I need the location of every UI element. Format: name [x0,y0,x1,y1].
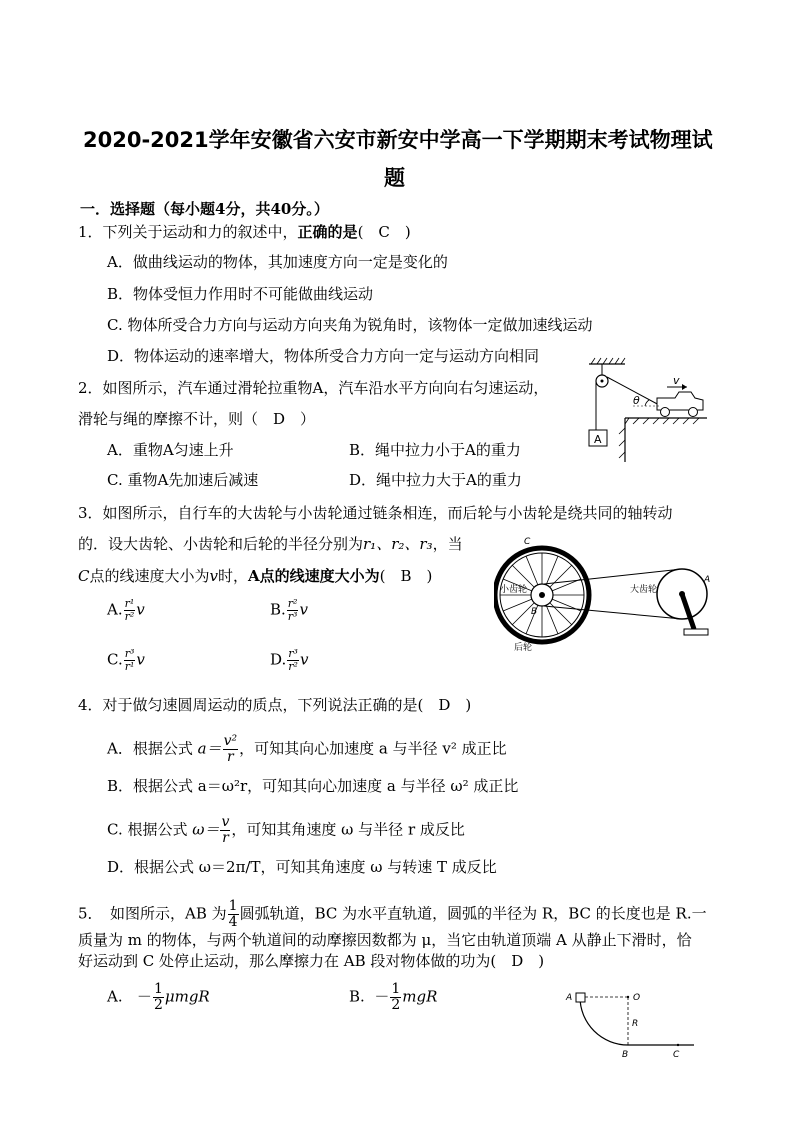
q1-answer: ( C ) [357,223,411,241]
q5-fig-b: B [622,1050,629,1060]
q5-option-b [349,982,437,1013]
q3-option-a-den: r² [124,610,135,623]
q5-option-b-label: B. [349,987,365,1006]
q4-option-a [107,734,507,765]
q3-stem-text-c: 点的线速度大小为 [89,567,210,585]
q3-radii: r₁、r₂、r₃ [363,535,433,553]
q3-option-d-den: r² [288,660,298,673]
q4-option-c-post: ，可知其角速度 ω 与半径 r 成反比 [231,820,465,839]
page-title: 2020-2021学年安徽省六安市新安中学高一下学期期末考试物理试 [83,128,713,152]
q5-fig-o: O [633,993,641,1003]
q3-fig-big-gear: 大齿轮 [630,585,658,595]
q2-option-a: A．重物A匀速上升 [107,441,234,459]
question-5-stem-cont: 质量为 m 的物体，与两个轨道间的动摩擦因数都为 μ，当它由轨道顶端 A 从静止下滑时，恰 [78,931,692,949]
q4-option-c-num: v [221,814,230,830]
q1-stem-text: 1．下列关于运动和力的叙述中， [78,223,298,241]
q3-fig-c: C [524,537,531,547]
q3-option-c-num: r³ [124,647,135,660]
q3-option-c [107,648,145,673]
q2-option-c: C. 重物A先加速后减速 [107,471,259,489]
q4-option-c-formula: ω＝ [192,820,220,839]
q3-option-a-num: r¹ [124,597,135,610]
q2-velocity-label: v [673,374,680,387]
q5-frac-den: 4 [228,914,238,930]
q5-option-b-sign: － [374,987,390,1006]
q3-stem-text-b: ，当 [432,535,463,553]
q5-option-a-den: 2 [153,997,163,1013]
q1-option-a: A．做曲线运动的物体，其加速度方向一定是变化的 [107,253,448,271]
q3-option-d-num: r³ [288,647,298,660]
q4-option-a-formula: a＝ [197,739,222,758]
q5-fig-r: R [632,1019,639,1029]
question-1-stem [78,222,411,242]
q3-option-a-label: A. [107,600,123,619]
q3-bicycle-gear-figure [494,533,716,653]
question-4-stem: 4．对于做匀速圆周运动的质点，下列说法正确的是( D ) [78,696,472,714]
q3-option-d-var: v [299,650,309,669]
q3-fig-rear-wheel: 后轮 [514,643,533,653]
q3-option-a-var: v [136,600,145,619]
q5-option-b-den: 2 [391,997,401,1013]
q5-track-figure [560,985,700,1065]
q1-option-c: C. 物体所受合力方向与运动方向夹角为锐角时，该物体一定做加速线运动 [107,316,593,334]
page-title-continued: 题 [384,166,405,190]
q1-stem-bold: 正确的是 [297,223,358,241]
q2-option-d: D．绳中拉力大于A的重力 [349,471,522,489]
q5-option-a-label: A. [107,987,123,1006]
q3-fig-b: B [531,607,538,617]
q3-point-c: C [78,567,90,585]
q3-option-b-den: r³ [287,610,298,623]
q4-option-b: B．根据公式 a＝ω²r，可知其向心加速度 a 与半径 ω² 成正比 [107,777,519,795]
q3-option-b [270,598,308,623]
q5-stem-a: 5． 如图所示，AB 为 [78,904,227,923]
q3-option-c-label: C. [107,650,123,669]
q3-option-c-den: r¹ [124,660,135,673]
q5-fig-a: A [566,993,573,1003]
q3-option-a [107,598,145,623]
q3-fig-a: A [704,575,711,585]
question-5-stem-cont2: 好运动到 C 处停止运动，那么摩擦力在 AB 段对物体做的功为( D ) [78,952,545,970]
q2-theta-label: θ [633,394,640,407]
q3-v: v [209,567,218,585]
q5-option-b-num: 1 [391,981,401,997]
q4-option-a-den: r [226,749,234,765]
q5-option-a-num: 1 [153,981,163,997]
q1-option-b: B．物体受恒力作用时不可能做曲线运动 [107,285,374,303]
q3-answer: ( B ) [379,567,433,585]
q3-option-b-label: B. [270,600,286,619]
q3-option-b-var: v [299,600,308,619]
q5-option-b-expr: mgR [402,987,438,1006]
q4-option-a-post: ，可知其向心加速度 a 与半径 v² 成正比 [239,739,507,758]
q3-stem-bold: A点的线速度大小为 [248,567,380,585]
q5-option-a-expr: μmgR [164,987,210,1006]
question-2-stem-cont: 滑轮与绳的摩擦不计，则（ D ） [78,410,316,428]
q3-stem-text: 的．设大齿轮、小齿轮和后轮的半径分别为 [78,535,364,553]
q4-option-a-num: v² [223,733,238,749]
section-heading: 一．选择题（每小题4分，共40分。） [80,200,329,218]
question-3-stem-cont [78,534,463,554]
q5-frac-num: 1 [228,898,238,914]
q3-stem-text-d: 时， [217,567,248,585]
q1-option-d: D．物体运动的速率增大，物体所受合力方向一定与运动方向相同 [107,347,540,365]
question-3-stem: 3．如图所示，自行车的大齿轮与小齿轮通过链条相连，而后轮与小齿轮是绕共同的轴转动 [78,504,673,522]
q2-option-b: B．绳中拉力小于A的重力 [349,441,521,459]
q4-option-c [107,815,465,846]
q3-option-b-num: r² [287,597,298,610]
q4-option-d: D．根据公式 ω＝2π/T，可知其角速度 ω 与转速 T 成反比 [107,858,497,876]
q2-pulley-car-figure [583,354,713,464]
q3-fig-small-gear: 小齿轮 [500,585,528,595]
q5-option-a-sign: － [136,987,152,1006]
q5-stem-b: 圆弧轨道，BC 为水平直轨道，圆弧的半径为 R，BC 的长度也是 R.一 [239,904,707,923]
question-5-stem [78,899,707,930]
q4-option-a-pre: A．根据公式 [107,739,198,758]
q2-block-label: A [594,433,602,446]
q3-option-d [270,648,308,673]
q3-option-c-var: v [136,650,145,669]
q4-option-c-den: r [222,830,229,846]
q5-fig-c: C [673,1050,680,1060]
q5-option-a [107,982,210,1013]
question-2-stem: 2．如图所示，汽车通过滑轮拉重物A，汽车沿水平方向向右匀速运动， [78,379,549,397]
q4-option-c-pre: C. 根据公式 [107,820,193,839]
question-3-stem-cont2 [78,566,432,586]
q3-option-d-label: D. [270,650,287,669]
